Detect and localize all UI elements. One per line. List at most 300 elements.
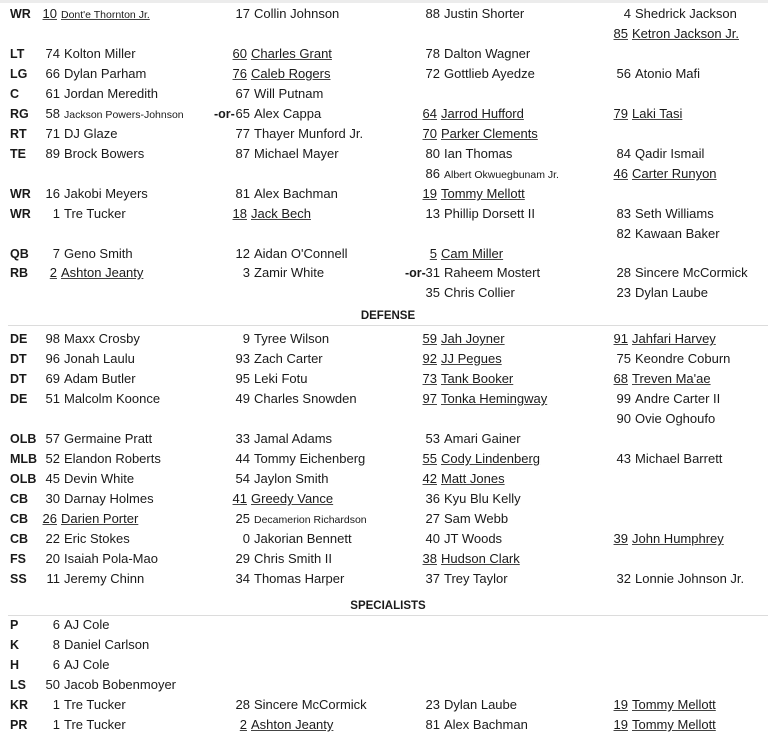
depth-row [0, 24, 768, 44]
player-name: JJ Pegues [441, 351, 502, 366]
player-name: Amari Gainer [444, 431, 521, 446]
player-entry [422, 389, 547, 409]
player-entry [232, 144, 339, 164]
player-entry [232, 329, 329, 349]
jersey-number: 26 [42, 511, 57, 526]
jersey-number: 98 [45, 331, 60, 346]
position-label: KR [10, 698, 29, 712]
player-entry [422, 184, 525, 204]
player-entry [232, 489, 333, 509]
depth-row [0, 164, 768, 184]
player-name: Ovie Oghoufo [635, 411, 716, 426]
jersey-number: 89 [45, 146, 60, 161]
player-entry [42, 615, 110, 635]
position-label: RB [10, 266, 29, 280]
position-label: DE [10, 392, 28, 406]
jersey-number: 27 [425, 511, 440, 526]
player-name: Isaiah Pola-Mao [64, 551, 158, 566]
jersey-number: 66 [45, 66, 60, 81]
jersey-number: 10 [42, 6, 57, 21]
jersey-number: 82 [616, 226, 631, 241]
player-name: Dylan Laube [635, 285, 708, 300]
jersey-number: 95 [235, 371, 250, 386]
jersey-number: 28 [235, 697, 250, 712]
player-name: Atonio Mafi [635, 66, 701, 81]
player-entry [232, 369, 307, 389]
player-entry [42, 104, 184, 125]
position-label: DE [10, 332, 28, 346]
player-entry [422, 695, 517, 715]
position-label: DT [10, 372, 27, 386]
player-name: Laki Tasi [632, 106, 683, 121]
depth-row [0, 509, 768, 529]
player-entry [232, 549, 332, 569]
player-entry [613, 449, 722, 469]
player-name: AJ Cole [64, 617, 110, 632]
player-entry [613, 144, 704, 164]
player-name: Raheem Mostert [444, 265, 541, 280]
player-entry [232, 104, 321, 124]
player-name: Caleb Rogers [251, 66, 331, 81]
player-name: Kyu Blu Kelly [444, 491, 521, 506]
player-entry [232, 64, 331, 84]
jersey-number: 53 [425, 431, 440, 446]
player-name: DJ Glaze [64, 126, 118, 141]
jersey-number: 28 [616, 265, 631, 280]
player-name: Zamir White [254, 265, 325, 280]
player-entry [42, 84, 158, 104]
player-entry [422, 124, 538, 144]
jersey-number: 69 [45, 371, 60, 386]
jersey-number: 51 [45, 391, 60, 406]
jersey-number: 60 [232, 46, 247, 61]
player-entry [613, 409, 715, 429]
player-entry [42, 124, 117, 144]
jersey-number: 2 [49, 265, 57, 280]
player-name: Ketron Jackson Jr. [632, 26, 739, 41]
position-label: FS [10, 552, 26, 566]
player-entry [42, 389, 160, 409]
jersey-number: 67 [235, 86, 250, 101]
player-name: Cody Lindenberg [441, 451, 541, 466]
player-entry [42, 64, 146, 84]
jersey-number: 2 [239, 717, 247, 732]
jersey-number: 83 [616, 206, 631, 221]
position-label: P [10, 618, 19, 632]
jersey-number: 30 [45, 491, 60, 506]
depth-row [0, 244, 768, 264]
player-entry [613, 695, 716, 715]
jersey-number: 81 [425, 717, 440, 732]
player-entry [232, 349, 323, 369]
player-entry [613, 164, 717, 184]
player-name: Phillip Dorsett II [444, 206, 536, 221]
player-name: Jarrod Hufford [441, 106, 524, 121]
player-entry [613, 4, 737, 24]
depth-row [0, 409, 768, 429]
player-entry [232, 569, 344, 589]
depth-row [0, 329, 768, 349]
player-name: Tre Tucker [64, 206, 126, 221]
jersey-number: 1 [52, 206, 60, 221]
jersey-number: 44 [235, 451, 250, 466]
player-name: Tyree Wilson [254, 331, 330, 346]
player-entry [613, 569, 744, 589]
jersey-number: 19 [613, 717, 628, 732]
depth-row [0, 184, 768, 204]
player-entry [42, 244, 133, 264]
jersey-number: 7 [52, 246, 60, 261]
jersey-number: 79 [613, 106, 628, 121]
player-name: Tre Tucker [64, 697, 126, 712]
player-name: Dylan Parham [64, 66, 147, 81]
player-entry [232, 4, 339, 24]
player-entry [232, 184, 338, 204]
player-name: Alex Bachman [444, 717, 528, 732]
player-entry [42, 695, 126, 715]
jersey-number: 85 [613, 26, 628, 41]
jersey-number: 46 [613, 166, 628, 181]
player-entry [422, 144, 512, 164]
jersey-number: 92 [422, 351, 437, 366]
player-name: Jamal Adams [254, 431, 333, 446]
jersey-number: 57 [45, 431, 60, 446]
player-name: Matt Jones [441, 471, 505, 486]
depth-row [0, 675, 768, 695]
jersey-number: 16 [45, 186, 60, 201]
player-name: Alex Bachman [254, 186, 338, 201]
jersey-number: 96 [45, 351, 60, 366]
player-entry [42, 675, 176, 695]
jersey-number: 49 [235, 391, 250, 406]
jersey-number: 8 [52, 637, 60, 652]
player-entry [422, 369, 513, 389]
jersey-number: 70 [422, 126, 437, 141]
jersey-number: 36 [425, 491, 440, 506]
player-name: Adam Butler [64, 371, 136, 386]
player-name: Jahfari Harvey [632, 331, 716, 346]
player-entry [613, 715, 716, 735]
depth-row [0, 349, 768, 369]
jersey-number: 71 [45, 126, 60, 141]
depth-row [0, 144, 768, 164]
jersey-number: 17 [235, 6, 250, 21]
player-name: Tre Tucker [64, 717, 126, 732]
player-name: Treven Ma'ae [632, 371, 711, 386]
depth-row [0, 389, 768, 409]
player-entry [613, 389, 720, 409]
player-name: Trey Taylor [444, 571, 508, 586]
jersey-number: 87 [235, 146, 250, 161]
player-entry [232, 389, 357, 409]
top-border [0, 0, 768, 3]
depth-row [0, 4, 768, 24]
depth-row [0, 429, 768, 449]
player-entry [42, 569, 144, 589]
player-entry [42, 449, 161, 469]
player-name: Darien Porter [61, 511, 139, 526]
player-entry [422, 329, 505, 349]
jersey-number: 23 [425, 697, 440, 712]
specialists-header: SPECIALISTS [8, 596, 768, 616]
player-entry [613, 64, 700, 84]
player-entry [42, 469, 134, 489]
player-entry [422, 469, 505, 489]
player-name: Thayer Munford Jr. [254, 126, 364, 141]
position-label: K [10, 638, 20, 652]
player-entry [42, 715, 126, 735]
player-entry [232, 715, 333, 735]
position-label: RT [10, 127, 27, 141]
player-entry [42, 429, 152, 449]
player-name: Jakorian Bennett [254, 531, 352, 546]
depth-row [0, 263, 768, 283]
jersey-number: 1 [52, 697, 60, 712]
position-label: C [10, 87, 20, 101]
player-entry [42, 329, 140, 349]
player-name: Jaylon Smith [254, 471, 329, 486]
player-entry [42, 144, 144, 164]
jersey-number: 35 [425, 285, 440, 300]
player-entry [422, 529, 502, 549]
player-name: Geno Smith [64, 246, 133, 261]
depth-row [0, 615, 768, 635]
jersey-number: 3 [242, 265, 250, 280]
player-name: Alex Cappa [254, 106, 322, 121]
jersey-number: 64 [422, 106, 437, 121]
player-name: Kolton Miller [64, 46, 136, 61]
player-name: Tommy Mellott [632, 697, 716, 712]
depth-row [0, 469, 768, 489]
jersey-number: 50 [45, 677, 60, 692]
player-entry [613, 263, 748, 283]
player-entry [422, 263, 540, 283]
player-entry [613, 283, 708, 303]
player-entry [422, 64, 535, 84]
position-label: CB [10, 512, 29, 526]
position-label: WR [10, 187, 31, 201]
player-name: Dont'e Thornton Jr. [61, 9, 150, 21]
player-name: Jackson Powers-Johnson [64, 109, 184, 121]
player-entry [422, 244, 503, 264]
player-name: Maxx Crosby [64, 331, 140, 346]
player-name: Hudson Clark [441, 551, 520, 566]
jersey-number: 40 [425, 531, 440, 546]
player-entry [42, 655, 110, 675]
jersey-number: 19 [422, 186, 437, 201]
position-label: SS [10, 572, 27, 586]
player-entry [613, 224, 720, 244]
player-name: Tommy Mellott [441, 186, 525, 201]
depth-row [0, 44, 768, 64]
position-label: CB [10, 492, 29, 506]
jersey-number: 33 [235, 431, 250, 446]
player-name: Dalton Wagner [444, 46, 531, 61]
jersey-number: 97 [422, 391, 437, 406]
jersey-number: 1 [52, 717, 60, 732]
jersey-number: 12 [235, 246, 250, 261]
player-name: Justin Shorter [444, 6, 525, 21]
depth-row [0, 449, 768, 469]
position-label: OLB [10, 432, 37, 446]
player-name: Chris Collier [444, 285, 515, 300]
player-name: Shedrick Jackson [635, 6, 737, 21]
depth-row [0, 369, 768, 389]
player-name: Andre Carter II [635, 391, 721, 406]
player-entry [42, 4, 150, 25]
player-name: Ashton Jeanty [251, 717, 334, 732]
player-entry [422, 164, 559, 185]
player-entry [422, 104, 524, 124]
player-name: Ian Thomas [444, 146, 513, 161]
jersey-number: 32 [616, 571, 631, 586]
player-entry [232, 529, 352, 549]
jersey-number: 43 [616, 451, 631, 466]
player-name: Jacob Bobenmoyer [64, 677, 177, 692]
jersey-number: 91 [613, 331, 628, 346]
jersey-number: 18 [232, 206, 247, 221]
player-name: Keondre Coburn [635, 351, 731, 366]
jersey-number: 41 [232, 491, 247, 506]
jersey-number: 52 [45, 451, 60, 466]
position-label: H [10, 658, 20, 672]
player-name: Sincere McCormick [635, 265, 748, 280]
player-entry [232, 449, 365, 469]
position-label: OLB [10, 472, 37, 486]
jersey-number: 77 [235, 126, 250, 141]
jersey-number: 65 [235, 106, 250, 121]
player-name: Albert Okwuegbunam Jr. [444, 169, 559, 181]
defense-header: DEFENSE [8, 306, 768, 326]
jersey-number: 93 [235, 351, 250, 366]
jersey-number: 90 [616, 411, 631, 426]
jersey-number: 5 [429, 246, 437, 261]
jersey-number: 6 [52, 617, 60, 632]
position-label: PR [10, 718, 28, 732]
player-entry [42, 549, 158, 569]
player-name: John Humphrey [632, 531, 724, 546]
player-entry [422, 4, 524, 24]
jersey-number: 68 [613, 371, 628, 386]
player-entry [42, 529, 130, 549]
jersey-number: 42 [422, 471, 437, 486]
player-name: Qadir Ismail [635, 146, 705, 161]
player-name: JT Woods [444, 531, 503, 546]
jersey-number: 11 [46, 571, 60, 586]
player-entry [232, 263, 324, 283]
position-label: TE [10, 147, 26, 161]
player-entry [232, 204, 311, 224]
player-name: Sincere McCormick [254, 697, 367, 712]
jersey-number: 25 [235, 511, 250, 526]
position-label: MLB [10, 452, 38, 466]
jersey-number: 39 [613, 531, 628, 546]
jersey-number: 9 [242, 331, 250, 346]
jersey-number: 86 [425, 166, 440, 181]
player-name: Jack Bech [251, 206, 311, 221]
player-entry [613, 24, 739, 44]
player-entry [422, 569, 508, 589]
player-name: Michael Mayer [254, 146, 339, 161]
player-entry [42, 184, 148, 204]
jersey-number: 61 [45, 86, 60, 101]
jersey-number: 34 [235, 571, 250, 586]
jersey-number: 23 [616, 285, 631, 300]
player-name: Elandon Roberts [64, 451, 161, 466]
jersey-number: 45 [45, 471, 60, 486]
depth-row [0, 569, 768, 589]
player-name: Carter Runyon [632, 166, 717, 181]
player-entry [422, 204, 535, 224]
jersey-number: 74 [45, 46, 60, 61]
depth-row [0, 695, 768, 715]
position-label: LG [10, 67, 28, 81]
player-name: Brock Bowers [64, 146, 145, 161]
player-entry [232, 124, 363, 144]
player-entry [232, 84, 323, 104]
player-name: Aidan O'Connell [254, 246, 348, 261]
player-entry [613, 204, 714, 224]
depth-row [0, 635, 768, 655]
player-name: Jakobi Meyers [64, 186, 148, 201]
position-label: RG [10, 107, 29, 121]
player-entry [613, 369, 711, 389]
player-entry [232, 244, 348, 264]
player-entry [232, 44, 332, 64]
player-name: Jah Joyner [441, 331, 505, 346]
jersey-number: 4 [623, 6, 631, 21]
player-name: Malcolm Koonce [64, 391, 161, 406]
position-label: DT [10, 352, 27, 366]
jersey-number: 80 [425, 146, 440, 161]
player-entry [42, 635, 149, 655]
player-name: Parker Clements [441, 126, 538, 141]
depth-row [0, 204, 768, 224]
player-name: Jordan Meredith [64, 86, 158, 101]
player-entry [422, 715, 528, 735]
jersey-number: 59 [422, 331, 437, 346]
player-entry [42, 44, 136, 64]
player-entry [613, 349, 730, 369]
player-name: Eric Stokes [64, 531, 130, 546]
depth-row [0, 124, 768, 144]
player-name: Chris Smith II [254, 551, 333, 566]
position-label: LT [10, 47, 25, 61]
jersey-number: 78 [425, 46, 440, 61]
jersey-number: 6 [52, 657, 60, 672]
player-name: Darnay Holmes [64, 491, 154, 506]
jersey-number: 19 [613, 697, 628, 712]
player-entry [42, 204, 126, 224]
player-name: Gottlieb Ayedze [444, 66, 535, 81]
player-entry [422, 283, 515, 303]
jersey-number: 37 [425, 571, 440, 586]
depth-row [0, 549, 768, 569]
player-name: Ashton Jeanty [61, 265, 144, 280]
jersey-number: 76 [232, 66, 247, 81]
player-name: Germaine Pratt [64, 431, 153, 446]
player-entry [422, 489, 521, 509]
depth-row [0, 655, 768, 675]
player-name: Seth Williams [635, 206, 714, 221]
position-label: QB [10, 247, 29, 261]
player-name: Thomas Harper [254, 571, 345, 586]
player-name: AJ Cole [64, 657, 110, 672]
jersey-number: 20 [45, 551, 60, 566]
player-name: Tommy Eichenberg [254, 451, 366, 466]
player-entry [613, 329, 716, 349]
depth-row [0, 84, 768, 104]
